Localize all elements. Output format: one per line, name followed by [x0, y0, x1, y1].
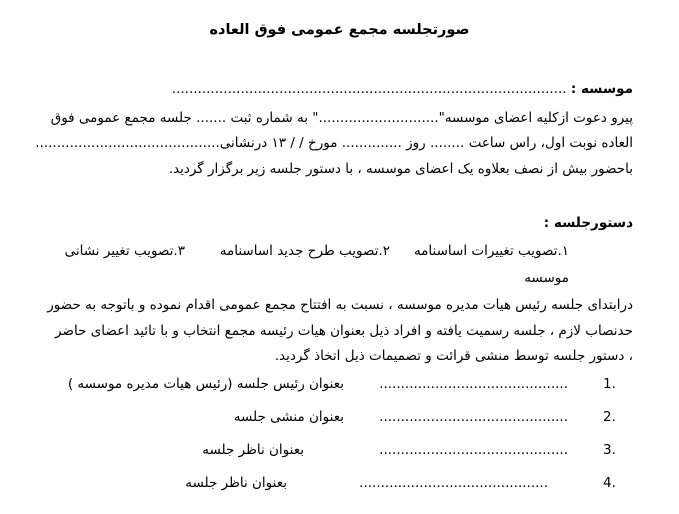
officer-number: 1.	[603, 376, 616, 392]
body-line-3: ، دستور جلسه توسط منشی قرائت و تصمیمات ذیل اتخاذ گردید.	[274, 348, 633, 364]
officer-number: 2.	[603, 409, 616, 425]
institution-blank: ............................................................................................	[171, 81, 567, 97]
officer-role: بعنوان رئیس جلسه (رئیس هیات مدیره موسسه )	[67, 376, 344, 392]
body-line-2: حدنصاب لازم ، جلسه رسمیت یافته و افراد ذیل بعنوان هیات رئیسه مجمع انتخاب و با تائید اعضای حاضر	[55, 323, 633, 339]
officer-blank-field: ............................................	[379, 409, 568, 425]
intro-line-3: باحضور بیش از نصف بعلاوه یک اعضای موسسه ، با دستور جلسه زیر برگزار گردید.	[168, 161, 633, 177]
agenda-heading: دستورجلسه :	[543, 215, 633, 231]
officer-blank-field: ............................................	[379, 376, 568, 392]
officer-role: بعنوان ناظر جلسه	[185, 475, 287, 491]
agenda-item-3: ۳.تصویب تغییر نشانی	[64, 243, 185, 259]
page-title: صورتجلسه مجمع عمومی فوق العاده	[209, 22, 470, 38]
agenda-item-1: ۱.تصویب تغییرات اساسنامه	[413, 243, 569, 259]
officer-number: 3.	[603, 442, 616, 458]
agenda-item-2: ۲.تصویب طرح جدید اساسنامه	[219, 243, 390, 259]
institution-label: موسسه :	[570, 81, 633, 97]
officer-number: 4.	[603, 475, 616, 491]
institution-line	[172, 79, 633, 99]
intro-line-1: پیرو دعوت ازکلیه اعضای موسسه"............................" به شماره ثبت ....... جلسه مجمع عمومی فوق	[50, 110, 633, 126]
officer-blank-field: ............................................	[359, 475, 548, 491]
officer-blank-field: ............................................	[379, 442, 568, 458]
intro-line-2: العاده نوبت اول، راس ساعت ........ روز .............. مورخ / / ۱۳ درنشانی...........................................	[35, 135, 633, 151]
agenda-item-3-continued: موسسه	[524, 270, 569, 286]
body-line-1: درابتدای جلسه رئیس هیات مدیره موسسه ، نسبت به افتتاح مجمع عمومی اقدام نموده و باتوجه به حضور	[47, 297, 633, 313]
officer-role: بعنوان منشی جلسه	[233, 409, 344, 425]
officer-role: بعنوان ناظر جلسه	[202, 442, 304, 458]
